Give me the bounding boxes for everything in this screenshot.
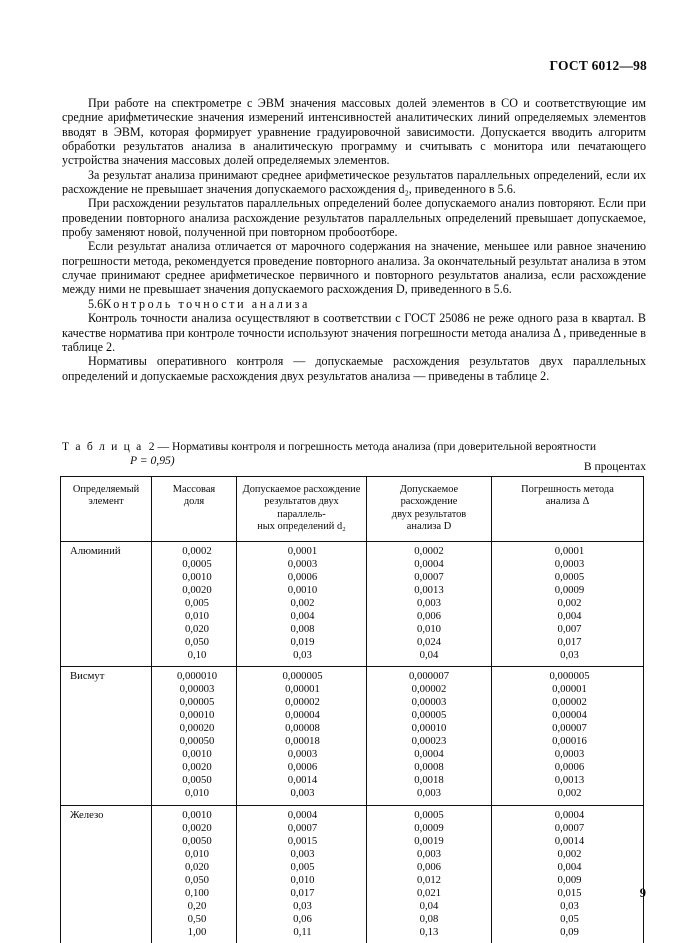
- table-caption: [62, 440, 646, 468]
- table-caption-text: Нормативы контроля и погрешность метода анализа (при доверительной вероятности: [171, 440, 597, 453]
- table-value: 0,0020: [182, 583, 212, 596]
- table-value: 0,002: [557, 847, 582, 860]
- table-value: 0,00050: [179, 735, 215, 748]
- cell-delta: [492, 805, 644, 943]
- column-header-big-d: [367, 477, 492, 542]
- table-value: 0,005: [184, 596, 210, 609]
- table-value: 0,000005: [549, 670, 590, 683]
- table-value: 0,00002: [552, 696, 587, 709]
- table-value: 0,012: [416, 873, 442, 886]
- table-value: 0,0013: [554, 774, 585, 787]
- table-group-row: [61, 805, 644, 943]
- body-text-block: [62, 96, 646, 383]
- table-value: 0,000010: [176, 670, 218, 683]
- table-value: 0,006: [416, 860, 442, 873]
- table-value: 0,0010: [182, 748, 212, 761]
- table-value: 0,050: [184, 873, 210, 886]
- table-value: 0,0007: [414, 570, 444, 583]
- table-value: 0,0006: [287, 570, 318, 583]
- table-value: 0,0019: [414, 834, 444, 847]
- table-value: 0,0003: [554, 557, 585, 570]
- column-header-delta-line2: анализа Δ: [545, 496, 590, 508]
- table-value: 0,017: [290, 886, 315, 899]
- table-value: 0,0009: [414, 821, 444, 834]
- table-value: 0,0014: [287, 774, 318, 787]
- column-header-delta: [492, 477, 644, 542]
- table-value: 0,000007: [408, 670, 450, 683]
- column-header-delta-line1: Погрешность метода: [521, 484, 614, 495]
- table-value: 0,0003: [554, 748, 585, 761]
- cell-element: [61, 805, 152, 943]
- column-header-mass-fraction-line2: доля: [183, 496, 205, 508]
- column-header-d2: [237, 477, 367, 542]
- table-value: 0,00001: [552, 683, 587, 696]
- table-value: 0,020: [184, 622, 210, 635]
- table-value: 0,11: [293, 925, 312, 938]
- table-group-row: [61, 667, 644, 805]
- table-value: 0,010: [184, 847, 210, 860]
- table-value: 0,00010: [411, 722, 447, 735]
- table-value: 0,017: [557, 635, 582, 648]
- cell-element: [61, 667, 152, 805]
- table-value: 0,010: [290, 873, 315, 886]
- table-value: 0,0001: [287, 544, 318, 557]
- table-value: 0,00003: [411, 696, 447, 709]
- table-value: 0,0006: [554, 761, 585, 774]
- cell-d2: [237, 667, 367, 805]
- table-value: 0,100: [184, 886, 210, 899]
- section-heading-title: Контроль точности анализа: [103, 296, 310, 311]
- table-value: 0,05: [560, 912, 579, 925]
- table-value: 0,20: [187, 899, 207, 912]
- table-value: 0,0002: [414, 544, 444, 557]
- paragraph-1: При работе на спектрометре с ЭВМ значения массовых долей элементов в СО и соответствующие им средние арифметические значения измерений интенсивностей аналитических линий определяемых элементов вводят в ЭВМ, которая формирует уравнение градуировочной зависимости. Допускается вводить алгоритм обработки результатов анализа в аналитическую программу и считывать с монитора или печатающего устройства значения массовых долей определяемых элементов.: [62, 96, 646, 168]
- table-value: 0,0009: [554, 583, 585, 596]
- table-value: 0,0004: [554, 808, 585, 821]
- table-value: 0,03: [293, 899, 312, 912]
- column-header-d2-line2: результатов двух параллель-: [264, 496, 339, 520]
- table-value: 0,0005: [182, 557, 212, 570]
- cell-d2: [237, 541, 367, 666]
- column-header-big-d-line3: анализа D: [406, 521, 452, 533]
- table-value: 0,0014: [554, 834, 585, 847]
- table-group-row: [61, 541, 644, 666]
- column-header-element: [61, 477, 152, 542]
- table-value: 0,015: [557, 886, 582, 899]
- table-caption-number: 2: [148, 440, 155, 453]
- table-caption-dash: —: [157, 440, 170, 453]
- table-value: 0,0003: [287, 557, 318, 570]
- table-value: 0,00016: [552, 735, 587, 748]
- table-value: 0,003: [416, 847, 442, 860]
- element-name: Железо: [70, 808, 104, 821]
- table-value: 0,00020: [179, 722, 215, 735]
- table-value: 0,00010: [179, 709, 215, 722]
- table-value: 0,50: [187, 912, 207, 925]
- table-value: 0,010: [184, 787, 210, 800]
- table-value: 0,0001: [554, 544, 585, 557]
- table-value: 0,003: [416, 787, 442, 800]
- cell-mass-fraction: [152, 667, 237, 805]
- table-header-row: [61, 477, 644, 542]
- table-value: 0,06: [293, 912, 312, 925]
- table-caption-line-2: P = 0,95): [130, 454, 175, 467]
- table-value: 0,0010: [182, 570, 212, 583]
- table-value: 0,0010: [287, 583, 318, 596]
- table-value: 0,019: [290, 635, 315, 648]
- cell-mass-fraction: [152, 805, 237, 943]
- table-caption-word: Т а б л и ц а: [62, 440, 143, 453]
- cell-d2: [237, 805, 367, 943]
- table-value: 0,050: [184, 635, 210, 648]
- column-header-element-line1: Определяемый: [72, 484, 140, 495]
- table-value: 1,00: [187, 925, 207, 938]
- table-value: 0,0010: [182, 808, 212, 821]
- table-value: 0,03: [560, 649, 579, 661]
- section-heading-number: 5.6: [88, 296, 104, 311]
- table-value: 0,10: [187, 649, 207, 661]
- table-value: 0,0004: [414, 748, 444, 761]
- column-header-big-d-line1: Допускаемое расхождение: [399, 484, 459, 508]
- table-value: 0,020: [184, 860, 210, 873]
- table-value: 0,0020: [182, 821, 212, 834]
- column-header-mass-fraction-line1: Массовая: [172, 484, 216, 495]
- table-value: 0,0050: [182, 834, 212, 847]
- table-value: 0,04: [419, 899, 439, 912]
- table-value: 0,00002: [411, 683, 447, 696]
- paragraph-4: Если результат анализа отличается от марочного содержания на значение, меньшее или равное значению погрешности метода, рекомендуется проведение повторного анализа. За окончательный результат анализа в этом случае принимают среднее арифметическое первичного и повторного результатов анализа, если расхождение между ними не превышает значения допускаемого расхождения D, приведенного в 5.6.: [62, 239, 646, 297]
- element-name: Алюминий: [70, 544, 121, 557]
- table-value: 0,006: [416, 609, 442, 622]
- cell-delta: [492, 667, 644, 805]
- paragraph-6: Нормативы оперативного контроля — допускаемые расхождения результатов двух параллельных определений и допускаемые расхождения двух результатов анализа — приведены в таблице 2.: [62, 354, 646, 383]
- table-value: 0,00003: [179, 683, 215, 696]
- table-value: 0,0003: [287, 748, 318, 761]
- paragraph-2: За результат анализа принимают среднее арифметическое результатов параллельных определений, если их расхождение не превышает значения допускаемого расхождения d₂, приведенного в 5.6.: [62, 167, 646, 197]
- cell-big-d: [367, 541, 492, 666]
- table-value: 0,004: [290, 609, 315, 622]
- table-value: 0,0006: [287, 761, 318, 774]
- table-value: 0,003: [416, 596, 442, 609]
- table-value: 0,010: [416, 622, 442, 635]
- table-value: 0,00007: [552, 722, 587, 735]
- table-caption-line-1: [62, 440, 646, 454]
- table-value: 0,00005: [179, 696, 215, 709]
- table-body: [61, 541, 644, 943]
- table-value: 0,0020: [182, 761, 212, 774]
- table-value: 0,0007: [287, 821, 318, 834]
- table-value: 0,002: [290, 596, 315, 609]
- column-header-big-d-line2: двух результатов: [391, 508, 467, 520]
- cell-element: [61, 541, 152, 666]
- table-value: 0,003: [290, 787, 315, 800]
- cell-big-d: [367, 667, 492, 805]
- table-value: 0,00004: [285, 709, 320, 722]
- table-value: 0,004: [557, 860, 582, 873]
- column-header-d2-line1: Допускаемое расхождение: [242, 484, 361, 495]
- table-value: 0,00008: [285, 722, 320, 735]
- cell-delta: [492, 541, 644, 666]
- element-name: Висмут: [70, 670, 105, 683]
- cell-mass-fraction: [152, 541, 237, 666]
- table-value: 0,007: [557, 622, 582, 635]
- table-value: 0,0004: [414, 557, 444, 570]
- norms-and-error-table: [60, 476, 644, 943]
- table-value: 0,0004: [287, 808, 318, 821]
- table-value: 0,00023: [411, 735, 447, 748]
- column-header-mass-fraction: [152, 477, 237, 542]
- table-value: 0,00002: [285, 696, 320, 709]
- paragraph-3: При расхождении результатов параллельных определений более допускаемого анализ повторяют. Если при проведении повторного анализа расхождение результатов параллельных определений превышает допускаемое, пробу заменяют новой, полученной при повторном пробоотборе.: [62, 196, 646, 240]
- table-value: 0,024: [416, 635, 442, 648]
- table-value: 0,0015: [287, 834, 318, 847]
- table-value: 0,04: [419, 649, 439, 661]
- table-value: 0,09: [560, 925, 579, 938]
- table-value: 0,0050: [182, 774, 212, 787]
- running-head-standard-number: ГОСТ 6012—98: [549, 58, 647, 73]
- table-units-note: В процентах: [583, 460, 646, 473]
- table-value: 0,005: [290, 860, 315, 873]
- table-value: 0,003: [290, 847, 315, 860]
- table-value: 0,008: [290, 622, 315, 635]
- table-value: 0,009: [557, 873, 582, 886]
- table-value: 0,00018: [285, 735, 320, 748]
- table-value: 0,13: [419, 925, 439, 938]
- table-value: 0,00005: [411, 709, 447, 722]
- table-value: 0,03: [293, 649, 312, 661]
- table-value: 0,00004: [552, 709, 587, 722]
- column-header-d2-line3: ных определений d₂: [257, 521, 346, 533]
- table-value: 0,03: [560, 899, 579, 912]
- cell-big-d: [367, 805, 492, 943]
- table-value: 0,0005: [554, 570, 585, 583]
- page-number: 9: [639, 886, 646, 900]
- table-value: 0,000005: [282, 670, 323, 683]
- table-value: 0,0013: [414, 583, 444, 596]
- paragraph-5: Контроль точности анализа осуществляют в соответствии с ГОСТ 25086 не реже одного раза в квартал. В качестве норматива при контроле точности используют значения погрешности метода анализа Δ , приведенные в таблице 2.: [62, 311, 646, 354]
- table-value: 0,010: [184, 609, 210, 622]
- table-value: 0,0007: [554, 821, 585, 834]
- table-value: 0,0018: [414, 774, 444, 787]
- table-value: 0,08: [419, 912, 439, 925]
- table-value: 0,00001: [285, 683, 320, 696]
- table-value: 0,0005: [414, 808, 444, 821]
- table-value: 0,002: [557, 596, 582, 609]
- table-value: 0,0008: [414, 761, 444, 774]
- table-value: 0,021: [416, 886, 442, 899]
- section-heading-5-6: [62, 297, 646, 311]
- table-value: 0,002: [557, 787, 582, 800]
- table-value: 0,004: [557, 609, 582, 622]
- column-header-element-line2: элемент: [88, 496, 124, 508]
- table-value: 0,0002: [182, 544, 212, 557]
